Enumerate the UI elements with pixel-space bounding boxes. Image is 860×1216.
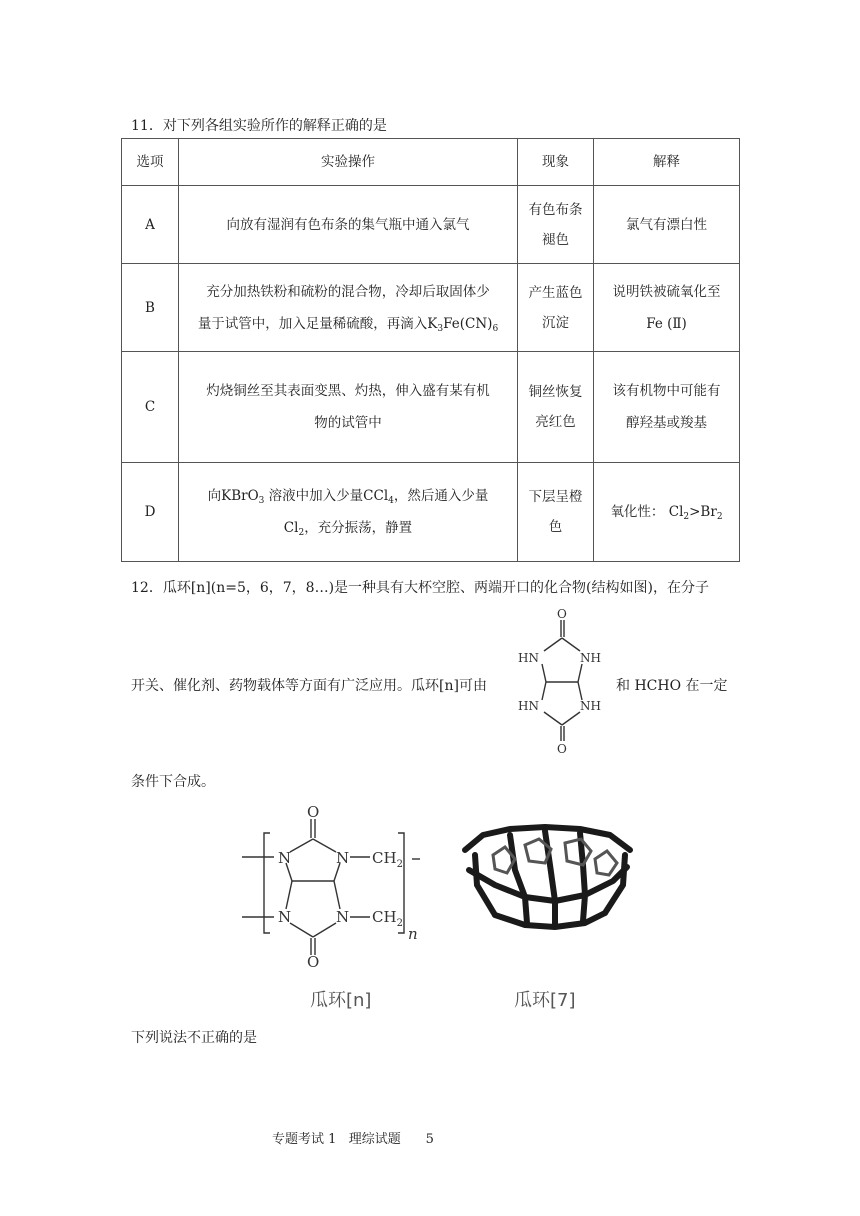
option-c: C bbox=[122, 352, 179, 463]
table-header-row bbox=[122, 139, 740, 186]
table-row-d bbox=[122, 463, 740, 562]
mol-o-bottom: O bbox=[557, 742, 567, 756]
caption-cucurbituril-n: 瓜环[n] bbox=[310, 990, 372, 1011]
header-operation: 实验操作 bbox=[179, 139, 518, 186]
mol-nh-right: NH bbox=[580, 651, 601, 665]
operation-d-line2: $Cl_2$，充分振荡，静置 bbox=[283, 520, 413, 538]
header-explanation: 解释 bbox=[594, 139, 740, 186]
poly-subscript-n: n bbox=[408, 925, 418, 943]
explanation-c-line1: 该有机物中可能有 bbox=[612, 383, 721, 399]
poly-o-top: O bbox=[307, 805, 320, 821]
poly-n-bottom-left: N bbox=[278, 908, 292, 926]
operation-c-line2: 物的试管中 bbox=[314, 415, 382, 431]
operation-b-line2: 量于试管中，加入足量稀硫酸，再滴入$K_3Fe(CN)_6$ bbox=[197, 315, 499, 334]
poly-ch2-top: $CH_2$ bbox=[372, 849, 403, 870]
question-12-stem-line2b: 和 HCHO 在一定 bbox=[616, 678, 728, 694]
caption-cucurbituril-7: 瓜环[7] bbox=[514, 990, 576, 1011]
cucurbituril-7-model bbox=[455, 815, 640, 935]
option-d: D bbox=[122, 463, 179, 562]
mol-o-top: O bbox=[557, 607, 567, 621]
header-option: 选项 bbox=[122, 139, 179, 186]
header-phenomenon: 现象 bbox=[518, 139, 594, 186]
explanation-b-line2: Fe (Ⅱ) bbox=[646, 315, 687, 332]
poly-o-bottom: O bbox=[307, 953, 320, 970]
operation-a: 向放有湿润有色布条的集气瓶中通入氯气 bbox=[179, 186, 518, 264]
phenomenon-b: 产生蓝色沉淀 bbox=[518, 264, 594, 352]
mol-hn-left: HN bbox=[518, 651, 539, 665]
operation-d bbox=[179, 463, 518, 562]
question-12-prompt: 下列说法不正确的是 bbox=[131, 1030, 257, 1046]
explanation-d: 氧化性： $Cl_2>Br_2$ bbox=[594, 463, 740, 562]
poly-n-top-right: N bbox=[336, 849, 350, 867]
phenomenon-d: 下层呈橙色 bbox=[518, 463, 594, 562]
table-row-b bbox=[122, 264, 740, 352]
phenomenon-c: 铜丝恢复亮红色 bbox=[518, 352, 594, 463]
explanation-b-line1: 说明铁被硫氧化至 bbox=[612, 283, 721, 300]
option-b: B bbox=[122, 264, 179, 352]
poly-n-top-left: N bbox=[278, 849, 292, 867]
operation-b bbox=[179, 264, 518, 352]
mol-nh-right-2: NH bbox=[580, 699, 601, 713]
mol-hn-left-2: HN bbox=[518, 699, 539, 713]
question-12-stem-line2a: 开关、催化剂、药物载体等方面有广泛应用。瓜环[n]可由 bbox=[131, 678, 487, 694]
experiment-table bbox=[121, 138, 740, 562]
table-row-a bbox=[122, 186, 740, 264]
option-a: A bbox=[122, 186, 179, 264]
question-12-stem-line3: 条件下合成。 bbox=[131, 774, 215, 790]
operation-c-line1: 灼烧铜丝至其表面变黑、灼热，伸入盛有某有机 bbox=[206, 383, 490, 399]
operation-b-line1: 充分加热铁粉和硫粉的混合物，冷却后取固体少 bbox=[206, 283, 490, 300]
glycoluril-structure bbox=[510, 606, 612, 756]
explanation-c bbox=[594, 352, 740, 463]
poly-n-bottom-right: N bbox=[336, 908, 350, 926]
question-12-stem-line1: 12．瓜环[n](n=5，6，7，8…)是一种具有大杯空腔、两端开口的化合物(结构如图)，在分子 bbox=[131, 580, 709, 596]
phenomenon-a: 有色布条褪色 bbox=[518, 186, 594, 264]
table-row-c bbox=[122, 352, 740, 463]
explanation-c-line2: 醇羟基或羧基 bbox=[626, 415, 707, 431]
page-footer: 专题考试 1 理综试题 5 bbox=[272, 1132, 434, 1147]
cucurbituril-repeat-unit bbox=[240, 805, 440, 970]
explanation-a: 氯气有漂白性 bbox=[594, 186, 740, 264]
operation-c bbox=[179, 352, 518, 463]
question-11-stem: 11．对下列各组实验所作的解释正确的是 bbox=[131, 118, 387, 134]
operation-d-line1: 向KBrO$_3$ 溶液中加入少量CCl$_4$，然后通入少量 bbox=[207, 488, 489, 506]
explanation-b bbox=[594, 264, 740, 352]
poly-ch2-bottom: $CH_2$ bbox=[372, 908, 403, 929]
